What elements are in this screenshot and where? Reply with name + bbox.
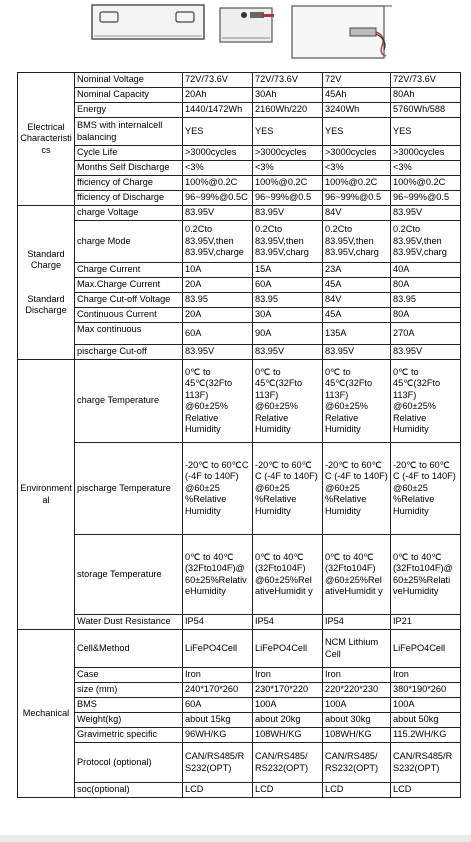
value-cell: 100%@0.2C [253, 176, 323, 191]
table-row [18, 683, 461, 698]
table-row [18, 118, 461, 146]
param-label: Case [75, 668, 183, 683]
value-cell: CAN/RS485/R S232(OPT) [183, 743, 253, 783]
value-cell: 240*170*260 [183, 683, 253, 698]
value-cell: Iron [253, 668, 323, 683]
section-label: Standard Charge [27, 248, 65, 270]
value-cell: 230*170*220 [253, 683, 323, 698]
table-row [18, 668, 461, 683]
value-cell: 90A [253, 323, 323, 345]
param-label: pischarge Cut-off [75, 345, 183, 360]
table-row [18, 698, 461, 713]
table-row [18, 73, 461, 88]
table-row [18, 743, 461, 783]
value-cell: LCD [391, 783, 461, 798]
value-cell: 10A [183, 263, 253, 278]
value-cell: 0℃ to 40℃ (32Fto104F)@ 60±25%Relativ eHumidity [183, 535, 253, 615]
table-row [18, 615, 461, 630]
value-cell: >3000cycles [391, 146, 461, 161]
value-cell: YES [183, 118, 253, 146]
value-cell: -20℃ to 60℃ C (-4F to 140F) @60±25 %Relative Humidity [253, 443, 323, 535]
value-cell: <3% [391, 161, 461, 176]
table-row [18, 713, 461, 728]
value-cell: 60A [253, 278, 323, 293]
table-row [18, 293, 461, 308]
battery-top-image [292, 6, 392, 58]
table-row [18, 535, 461, 615]
value-cell: 60A [183, 698, 253, 713]
param-label: Cycle Life [75, 146, 183, 161]
value-cell: 0℃ to 40℃ (32Fto104F) @60±25%Rel ativeHumidit y [253, 535, 323, 615]
table-row [18, 308, 461, 323]
param-label: fficiency of Discharge [75, 191, 183, 206]
value-cell: 96WH/KG [183, 728, 253, 743]
value-cell: LiFePO4Cell [183, 630, 253, 668]
param-label: Charge Cut-off Voltage [75, 293, 183, 308]
table-row [18, 323, 461, 345]
value-cell: 15A [253, 263, 323, 278]
section-environmental [18, 360, 75, 630]
value-cell: 270A [391, 323, 461, 345]
section-label: Mechanical [22, 707, 70, 718]
value-cell: 83.95 [183, 293, 253, 308]
table-row [18, 345, 461, 360]
value-cell: about 50kg [391, 713, 461, 728]
value-cell: about 15kg [183, 713, 253, 728]
value-cell: Iron [391, 668, 461, 683]
value-cell: 0℃ to 45℃(32Fto 113F) @60±25% Relative Humidity [391, 360, 461, 443]
param-label: BMS with internalcell balancing [75, 118, 183, 146]
value-cell: 115.2WH/KG [391, 728, 461, 743]
value-cell: 80A [391, 308, 461, 323]
value-cell: 0℃ to 40℃ (32Fto104F)@ 60±25%Relati veHumidity [391, 535, 461, 615]
value-cell: CAN/RS485/R S232(OPT) [391, 743, 461, 783]
value-cell: 60A [183, 323, 253, 345]
page-bottom-strip [0, 835, 471, 842]
table-row [18, 443, 461, 535]
value-cell: <3% [253, 161, 323, 176]
value-cell: about 20kg [253, 713, 323, 728]
value-cell: 84V [323, 206, 391, 221]
value-cell: 220*220*230 [323, 683, 391, 698]
value-cell: IP54 [323, 615, 391, 630]
value-cell: -20℃ to 60℃ C (-4F to 140F) @60±25 %Relative Humidity [391, 443, 461, 535]
table-row [18, 206, 461, 221]
value-cell: 96~99%@0.5 [323, 191, 391, 206]
value-cell: IP21 [391, 615, 461, 630]
value-cell: 30Ah [253, 88, 323, 103]
param-label: Energy [75, 103, 183, 118]
value-cell: 80A [391, 278, 461, 293]
param-label: Nominal Capacity [75, 88, 183, 103]
table-row [18, 88, 461, 103]
param-label: Water Dust Resistance [75, 615, 183, 630]
param-label: charge Voltage [75, 206, 183, 221]
section-label: Standard Discharge [25, 293, 67, 315]
value-cell: about 30kg [323, 713, 391, 728]
value-cell: 84V [323, 293, 391, 308]
section-mechanical [18, 630, 75, 798]
param-label: fficiency of Charge [75, 176, 183, 191]
value-cell: YES [323, 118, 391, 146]
param-label: storage Temperature [75, 535, 183, 615]
value-cell: 45A [323, 308, 391, 323]
value-cell: IP54 [183, 615, 253, 630]
value-cell: 108WH/KG [253, 728, 323, 743]
battery-front-image [92, 5, 204, 39]
value-cell: 45Ah [323, 88, 391, 103]
value-cell: 135A [323, 323, 391, 345]
param-label: charge Mode [75, 221, 183, 263]
table-row [18, 728, 461, 743]
table-row [18, 103, 461, 118]
value-cell: 100%@0.2C [391, 176, 461, 191]
value-cell: 108WH/KG [323, 728, 391, 743]
value-cell: 83.95V [253, 206, 323, 221]
param-label: charge Temperature [75, 360, 183, 443]
value-cell: 100%@0.2C [183, 176, 253, 191]
param-label: size (mm) [75, 683, 183, 698]
value-cell: LCD [253, 783, 323, 798]
value-cell: 2160Wh/220 [253, 103, 323, 118]
value-cell: 96~99%@0.5 [391, 191, 461, 206]
table-row [18, 783, 461, 798]
value-cell: -20℃ to 60℃ C (-4F to 140F) @60±25 %Relative Humidity [323, 443, 391, 535]
value-cell: >3000cycles [253, 146, 323, 161]
value-cell: 20A [183, 308, 253, 323]
param-label: Months Self Discharge [75, 161, 183, 176]
value-cell: 23A [323, 263, 391, 278]
table-row [18, 191, 461, 206]
value-cell: Iron [323, 668, 391, 683]
value-cell: LiFePO4Cell [253, 630, 323, 668]
value-cell: 0℃ to 45℃(32Fto 113F) @60±25% Relative Humidity [323, 360, 391, 443]
value-cell: NCM Lithium Cell [323, 630, 391, 668]
param-label: Continuous Current [75, 308, 183, 323]
value-cell: 72V [323, 73, 391, 88]
section-charge-discharge [18, 206, 75, 360]
value-cell: 380*190*260 [391, 683, 461, 698]
param-label: Protocol (optional) [75, 743, 183, 783]
section-label: Environmental [20, 483, 72, 505]
product-photos [0, 0, 471, 70]
value-cell: 0.2Cto 83.95V,then 83.95V,charge [183, 221, 253, 263]
value-cell: IP54 [253, 615, 323, 630]
battery-side-image [220, 8, 274, 42]
table-row [18, 278, 461, 293]
table-row [18, 176, 461, 191]
table-row [18, 221, 461, 263]
value-cell: 45A [323, 278, 391, 293]
value-cell: 83.95V [183, 345, 253, 360]
section-electrical [18, 73, 75, 206]
value-cell: 0℃ to 45℃(32Fto 113F) @60±25% Relative Humidity [253, 360, 323, 443]
value-cell: 96~99%@0.5C [183, 191, 253, 206]
value-cell: CAN/RS485/ RS232(OPT) [323, 743, 391, 783]
section-label: Electrical Characteristics [20, 121, 72, 155]
value-cell: 20Ah [183, 88, 253, 103]
value-cell: <3% [323, 161, 391, 176]
value-cell: 0.2Cto 83.95V,then 83.95V,charg [253, 221, 323, 263]
value-cell: CAN/RS485/ RS232(OPT) [253, 743, 323, 783]
value-cell: 83.95V [183, 206, 253, 221]
value-cell: 40A [391, 263, 461, 278]
value-cell: 5760Wh/588 [391, 103, 461, 118]
table-row [18, 161, 461, 176]
param-label: Gravimetric specific [75, 728, 183, 743]
table-row [18, 360, 461, 443]
value-cell: 83.95V [323, 345, 391, 360]
param-label: Charge Current [75, 263, 183, 278]
value-cell: 83.95V [253, 345, 323, 360]
value-cell: 83.95V [391, 345, 461, 360]
value-cell: Iron [183, 668, 253, 683]
table-row [18, 146, 461, 161]
param-label: BMS [75, 698, 183, 713]
value-cell: 72V/73.6V [183, 73, 253, 88]
value-cell: YES [391, 118, 461, 146]
spec-table [17, 72, 461, 798]
table-row [18, 630, 461, 668]
param-label: Weight(kg) [75, 713, 183, 728]
value-cell: 100%@0.2C [323, 176, 391, 191]
param-label: Max continuous [75, 323, 183, 345]
value-cell: >3000cycles [323, 146, 391, 161]
value-cell: 0.2Cto 83.95V,then 83.95V,charg [323, 221, 391, 263]
value-cell: 20A [183, 278, 253, 293]
param-label: Cell&Method [75, 630, 183, 668]
param-label: Nominal Voltage [75, 73, 183, 88]
value-cell: 100A [253, 698, 323, 713]
value-cell: 0.2Cto 83.95V,then 83.95V,charg [391, 221, 461, 263]
table-row [18, 263, 461, 278]
value-cell: 100A [323, 698, 391, 713]
value-cell: YES [253, 118, 323, 146]
param-label: soc(optional) [75, 783, 183, 798]
value-cell: 3240Wh [323, 103, 391, 118]
value-cell: 72V/73.6V [253, 73, 323, 88]
value-cell: 0℃ to 40℃ (32Fto104F) @60±25%Rel ativeHumidit y [323, 535, 391, 615]
value-cell: 72V/73.6V [391, 73, 461, 88]
value-cell: 100A [391, 698, 461, 713]
value-cell: LiFePO4Cell [391, 630, 461, 668]
param-label: Max.Charge Current [75, 278, 183, 293]
value-cell: LCD [323, 783, 391, 798]
value-cell: >3000cycles [183, 146, 253, 161]
value-cell: 30A [253, 308, 323, 323]
value-cell: 1440/1472Wh [183, 103, 253, 118]
param-label: pischarge Temperature [75, 443, 183, 535]
value-cell: 83.95 [253, 293, 323, 308]
value-cell: -20℃ to 60℃C (-4F to 140F) @60±25 %Relative Humidity [183, 443, 253, 535]
value-cell: 83.95 [391, 293, 461, 308]
value-cell: 80Ah [391, 88, 461, 103]
value-cell: 96~99%@0.5 [253, 191, 323, 206]
value-cell: LCD [183, 783, 253, 798]
value-cell: 0℃ to 45℃(32Fto 113F) @60±25% Relative Humidity [183, 360, 253, 443]
value-cell: 83.95V [391, 206, 461, 221]
value-cell: <3% [183, 161, 253, 176]
